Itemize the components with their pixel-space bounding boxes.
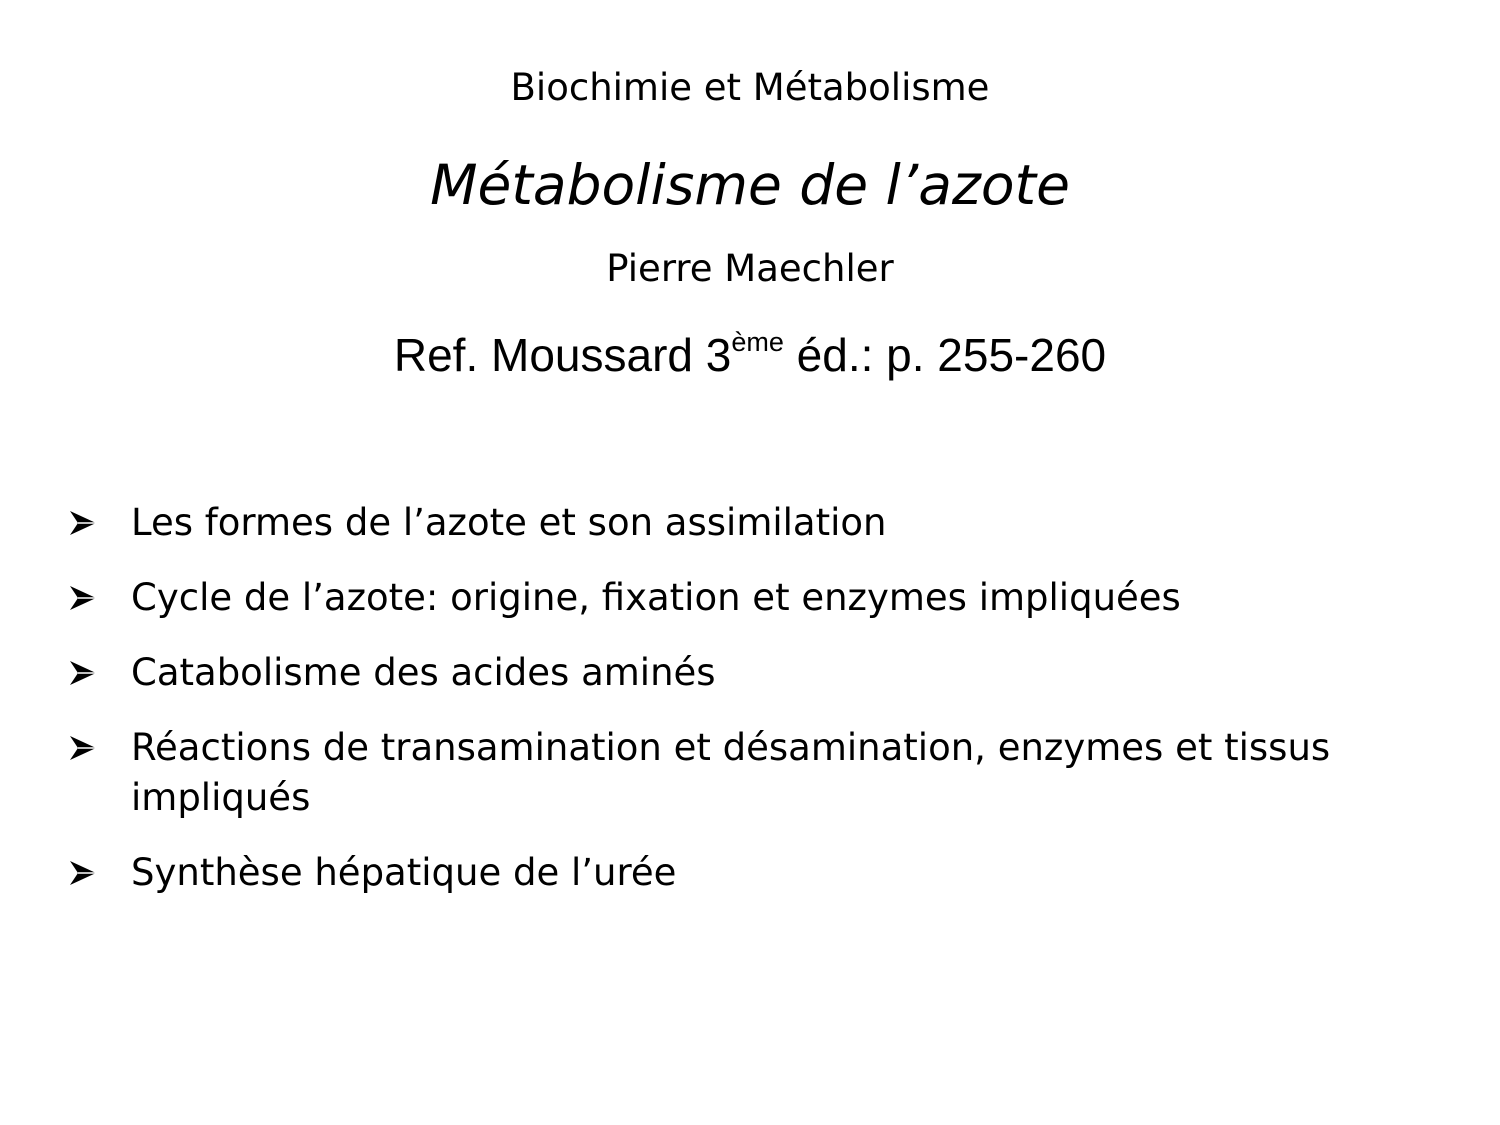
arrow-bullet-icon <box>70 586 96 610</box>
topic-item <box>70 848 1420 898</box>
reference-superscript: ème <box>731 327 784 357</box>
arrow-bullet-icon <box>70 511 96 535</box>
arrow-bullet-icon <box>70 736 96 760</box>
slide-title: Métabolisme de l’azote <box>430 153 1070 217</box>
topic-text: Cycle de l’azote: origine, fixation et enzymes impliquées <box>131 576 1181 619</box>
reference-line <box>0 325 1500 385</box>
topic-item <box>70 573 1420 623</box>
topic-list <box>70 498 1420 923</box>
arrow-bullet-icon <box>70 861 96 885</box>
course-name: Biochimie et Métabolisme <box>510 66 990 109</box>
reference-suffix: éd.: p. 255-260 <box>783 329 1107 381</box>
author-name: Pierre Maechler <box>606 247 894 290</box>
topic-item <box>70 498 1420 548</box>
topic-item <box>70 648 1420 698</box>
topic-text: Réactions de transamination et désamination, enzymes et tissus impliqués <box>131 726 1331 819</box>
topic-item <box>70 723 1420 823</box>
topic-text: Catabolisme des acides aminés <box>131 651 716 694</box>
arrow-bullet-icon <box>70 661 96 685</box>
reference-prefix: Ref. Moussard 3 <box>393 329 732 381</box>
topic-text: Les formes de l’azote et son assimilation <box>131 501 887 544</box>
topic-text: Synthèse hépatique de l’urée <box>131 851 677 894</box>
